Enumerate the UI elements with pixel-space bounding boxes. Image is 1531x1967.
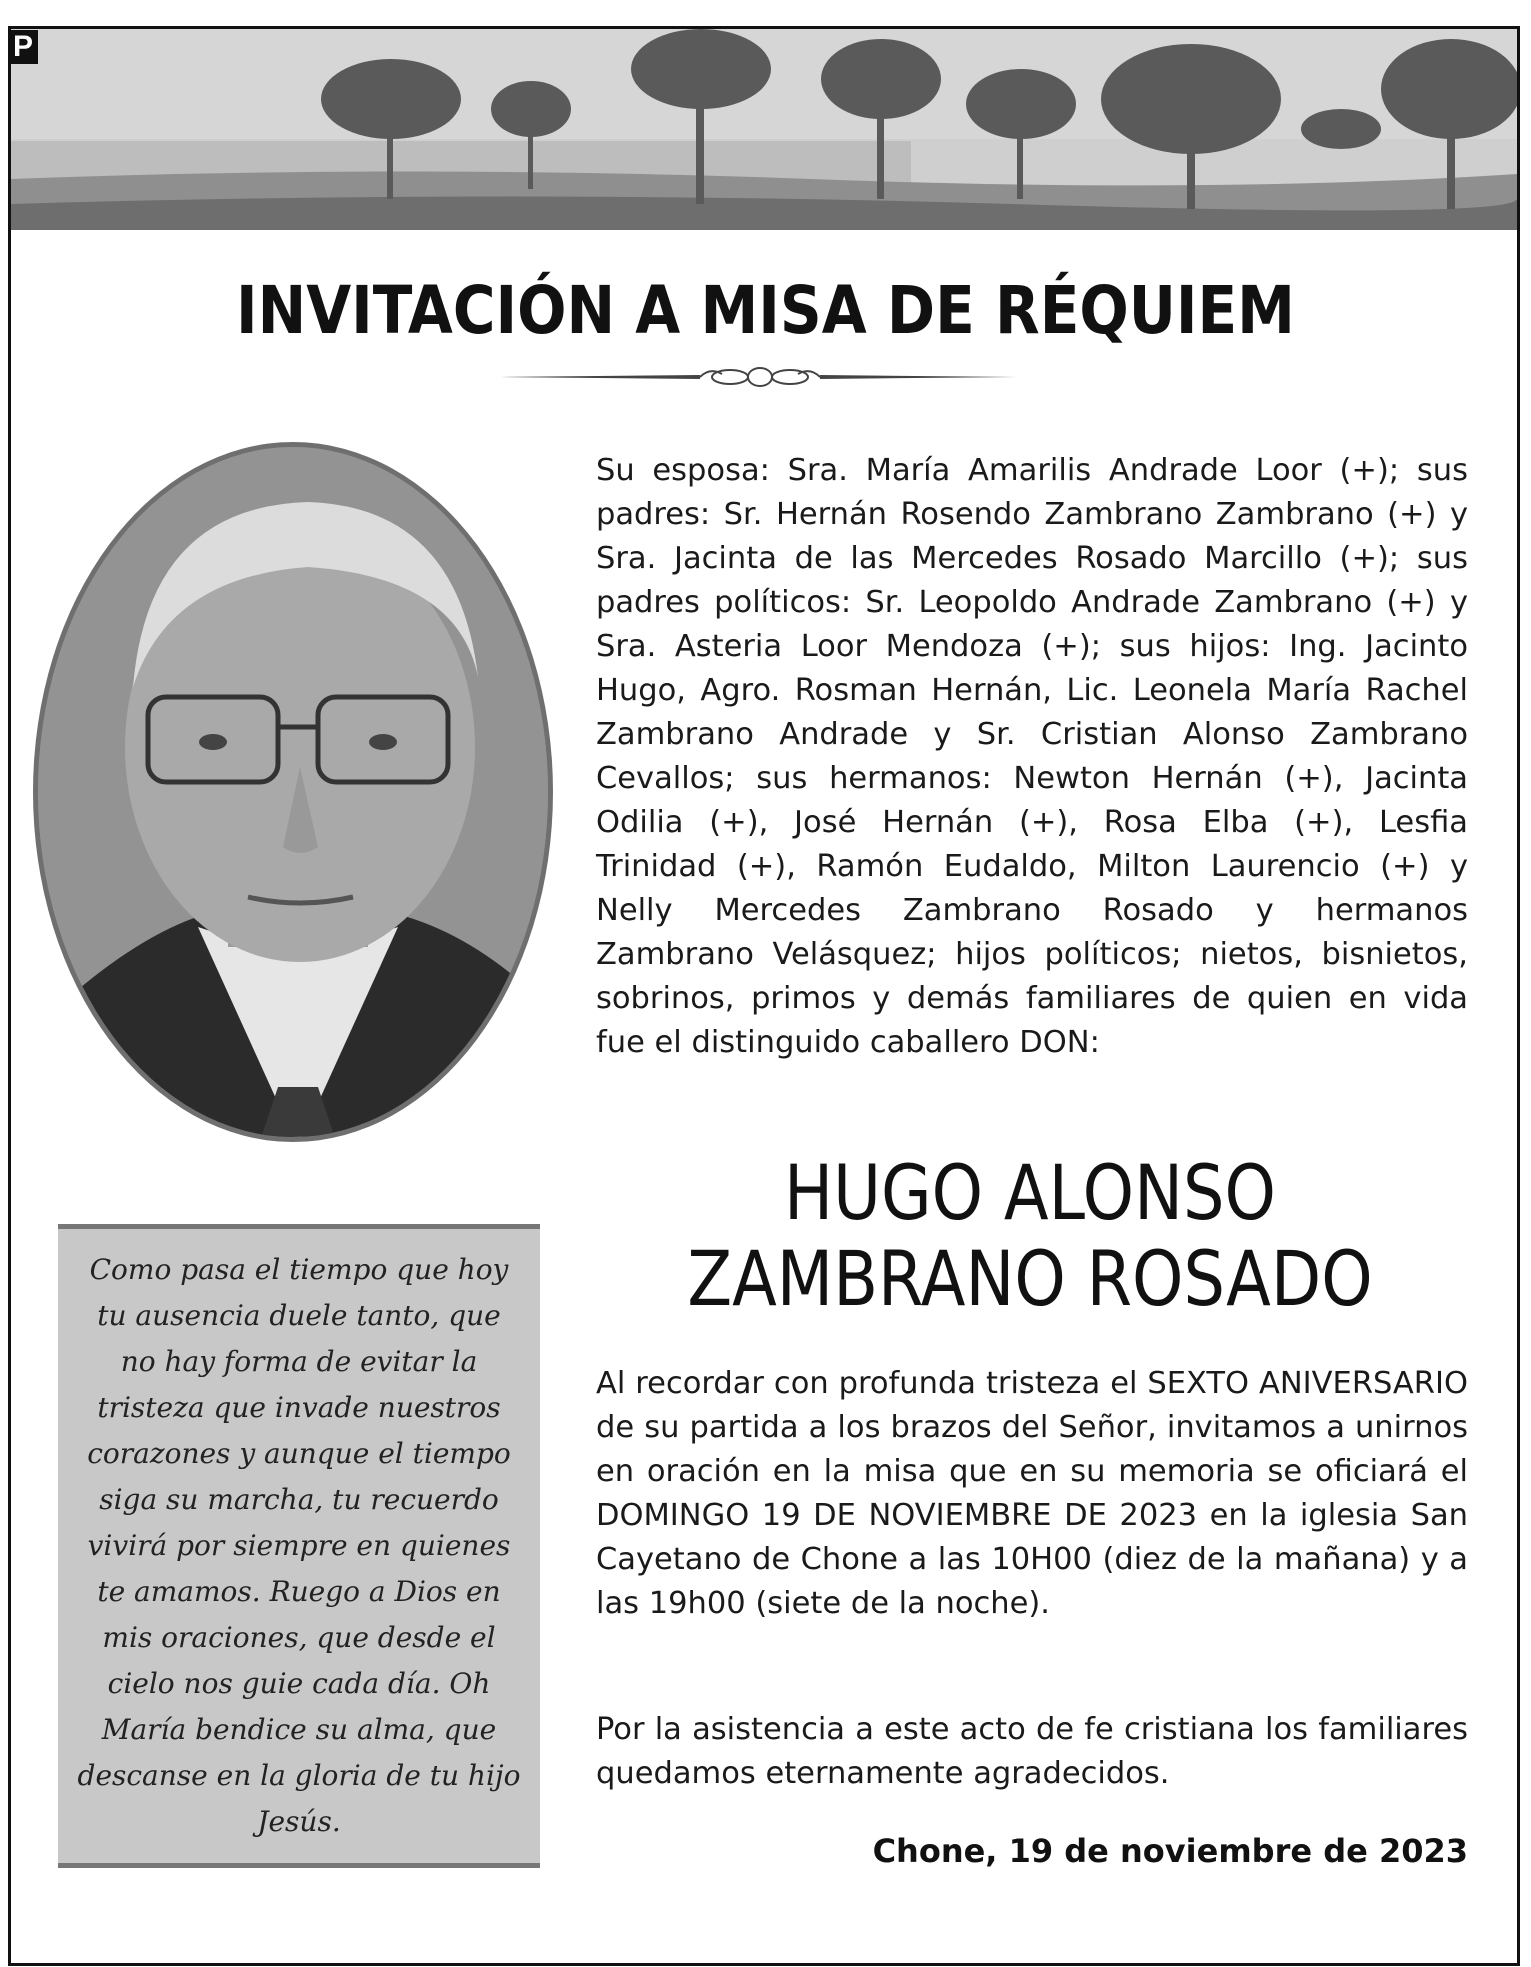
- place-date: Chone, 19 de noviembre de 2023: [872, 1832, 1468, 1870]
- invitation-paragraph: Al recordar con profunda tristeza el SEXTO ANIVERSARIO de su partida a los brazos del Señor, invitamos a unirnos en oración en la misa que en su memoria se oficiará el DOMINGO 19 DE NOVIEMBRE DE 2023 en la iglesia San Cayetano de Chone a las 10H00 (diez de la mañana) y a las 19h00 (siete de la noche).: [596, 1366, 1468, 1621]
- ornament-divider: [500, 362, 1020, 392]
- deceased-name-line2: ZAMBRANO ROSADO: [687, 1234, 1373, 1323]
- deceased-name-line1: HUGO ALONSO: [784, 1148, 1276, 1237]
- quote-box: [58, 1224, 540, 1868]
- memorial-quote: Como pasa el tiempo que hoy tu ausencia duele tanto, que no hay forma de evitar la tristeza que invade nuestros corazones y aunque el tiempo siga su marcha, tu recuerdo vivirá por siempre en quienes te amamos. Ruego a Dios en mis oraciones, que desde el cielo nos guie cada día. Oh María bendice su alma, que descanse en la gloria de tu hijo Jesús.: [77, 1253, 521, 1838]
- deceased-portrait: [33, 442, 553, 1142]
- publication-badge: P: [8, 30, 38, 64]
- landscape-banner: [11, 29, 1517, 230]
- family-paragraph: Su esposa: Sra. María Amarilis Andrade Loor (+); sus padres: Sr. Hernán Rosendo Zambrano Zambrano (+) y Sra. Jacinta de las Mercedes Rosado Marcillo (+); sus padres políticos: Sr. Leopoldo Andrade Zambrano (+) y Sra. Asteria Loor Mendoza (+); sus hijos: Ing. Jacinto Hugo, Agro. Rosman Hernán, Lic. Leonela María Rachel Zambrano Andrade y Sr. Cristian Alonso Zambrano Cevallos; sus hermanos: Newton Hernán (+), Jacinta Odilia (+), José Hernán (+), Rosa Elba (+), Lesfia Trinidad (+), Ramón Eudaldo, Milton Laurencio (+) y Nelly Mercedes Zambrano Rosado y hermanos Zambrano Velásquez; hijos políticos; nietos, bisnietos, sobrinos, primos y demás familiares de quien en vida fue el distinguido caballero DON:: [596, 453, 1468, 1060]
- page-title: INVITACIÓN A MISA DE RÉQUIEM: [236, 272, 1295, 349]
- thanks-paragraph: Por la asistencia a este acto de fe cristiana los familiares quedamos eternamente agradecidos.: [596, 1712, 1468, 1791]
